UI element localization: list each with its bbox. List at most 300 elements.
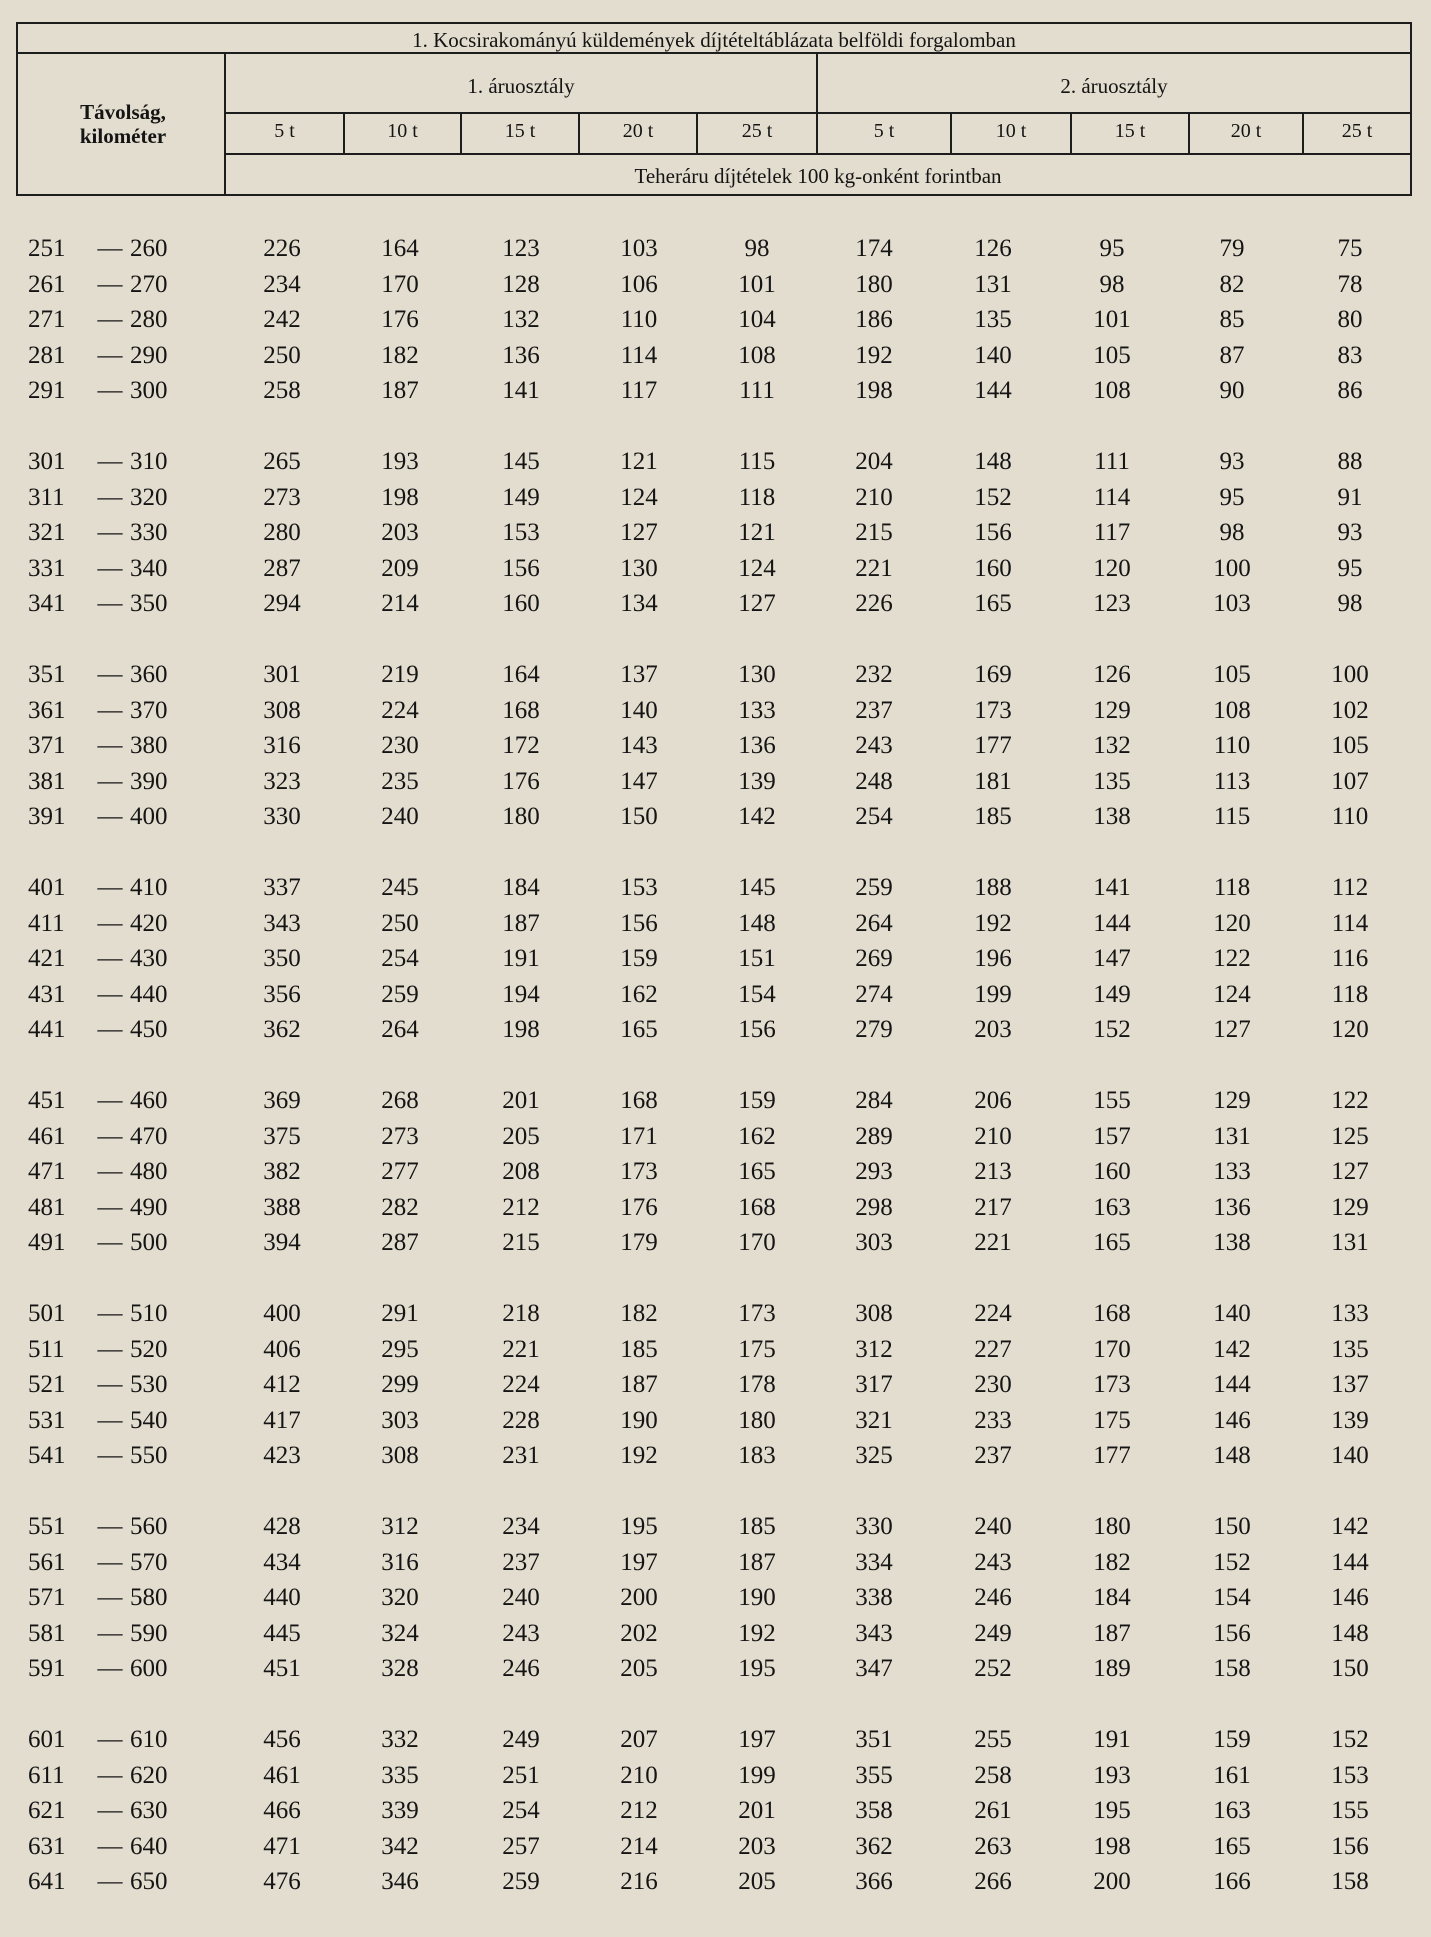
- rate-cell: 127: [620, 519, 658, 546]
- distance-from: 351: [28, 661, 66, 688]
- distance-to: 370: [130, 697, 168, 724]
- distance-from: 571: [28, 1584, 66, 1611]
- rate-cell: 293: [855, 1158, 893, 1185]
- rate-cell: 252: [974, 1655, 1012, 1682]
- rate-cell: 148: [974, 448, 1012, 475]
- rate-cell: 294: [263, 590, 301, 617]
- rate-cell: 156: [502, 555, 540, 582]
- rate-cell: 282: [381, 1194, 419, 1221]
- table-row: [0, 942, 1431, 976]
- distance-to: 350: [130, 590, 168, 617]
- rate-cell: 193: [1093, 1762, 1131, 1789]
- rate-cell: 185: [620, 1336, 658, 1363]
- rate-cell: 175: [1093, 1407, 1131, 1434]
- rate-cell: 170: [381, 271, 419, 298]
- rate-cell: 95: [1219, 484, 1245, 511]
- rate-cell: 147: [1093, 945, 1131, 972]
- rate-cell: 169: [974, 661, 1012, 688]
- rate-cell: 144: [1093, 910, 1131, 937]
- distance-from: 281: [28, 342, 66, 369]
- range-dash: —: [97, 1833, 123, 1860]
- distance-from: 601: [28, 1726, 66, 1753]
- table-row: [0, 729, 1431, 763]
- rate-cell: 173: [1093, 1371, 1131, 1398]
- rate-cell: 180: [855, 271, 893, 298]
- rate-cell: 382: [263, 1158, 301, 1185]
- distance-from: 421: [28, 945, 66, 972]
- distance-from: 481: [28, 1194, 66, 1221]
- rate-cell: 212: [502, 1194, 540, 1221]
- rate-cell: 176: [381, 306, 419, 333]
- range-dash: —: [97, 1407, 123, 1434]
- rate-cell: 250: [381, 910, 419, 937]
- rate-cell: 177: [1093, 1442, 1131, 1469]
- table-row: [0, 1013, 1431, 1047]
- rate-cell: 338: [855, 1584, 893, 1611]
- rate-cell: 258: [263, 377, 301, 404]
- rate-cell: 265: [263, 448, 301, 475]
- range-dash: —: [97, 981, 123, 1008]
- rate-cell: 242: [263, 306, 301, 333]
- rate-cell: 471: [263, 1833, 301, 1860]
- rate-cell: 316: [381, 1549, 419, 1576]
- distance-to: 260: [130, 235, 168, 262]
- rate-cell: 88: [1337, 448, 1363, 475]
- rate-cell: 194: [502, 981, 540, 1008]
- table-row: [0, 1723, 1431, 1757]
- rate-cell: 317: [855, 1371, 893, 1398]
- rate-cell: 180: [738, 1407, 776, 1434]
- rate-cell: 205: [502, 1123, 540, 1150]
- rate-cell: 202: [620, 1620, 658, 1647]
- rate-cell: 287: [381, 1229, 419, 1256]
- table-row: [0, 1120, 1431, 1154]
- rate-cell: 334: [855, 1549, 893, 1576]
- rate-cell: 147: [620, 768, 658, 795]
- table-row: [0, 1794, 1431, 1828]
- rate-cell: 158: [1331, 1868, 1369, 1895]
- rate-cell: 451: [263, 1655, 301, 1682]
- range-dash: —: [97, 1194, 123, 1221]
- rate-cell: 131: [974, 271, 1012, 298]
- rate-cell: 78: [1337, 271, 1363, 298]
- rate-cell: 129: [1213, 1087, 1251, 1114]
- distance-to: 580: [130, 1584, 168, 1611]
- rate-cell: 195: [620, 1513, 658, 1540]
- rate-cell: 343: [263, 910, 301, 937]
- rate-cell: 111: [739, 377, 775, 404]
- rate-cell: 124: [620, 484, 658, 511]
- table-row: [0, 658, 1431, 692]
- header-rule: [226, 112, 1410, 114]
- distance-to: 280: [130, 306, 168, 333]
- range-dash: —: [97, 910, 123, 937]
- range-dash: —: [97, 1620, 123, 1647]
- rate-cell: 105: [1093, 342, 1131, 369]
- rate-cell: 108: [1093, 377, 1131, 404]
- range-dash: —: [97, 1229, 123, 1256]
- rate-cell: 142: [1213, 1336, 1251, 1363]
- rate-cell: 142: [738, 803, 776, 830]
- rate-cell: 187: [1093, 1620, 1131, 1647]
- rate-cell: 117: [1093, 519, 1131, 546]
- rate-cell: 161: [1213, 1762, 1251, 1789]
- table-row: [0, 1368, 1431, 1402]
- rate-cell: 148: [1331, 1620, 1369, 1647]
- rate-cell: 210: [855, 484, 893, 511]
- table-row: [0, 1830, 1431, 1864]
- rate-cell: 198: [502, 1016, 540, 1043]
- rate-cell: 226: [263, 235, 301, 262]
- rate-cell: 172: [502, 732, 540, 759]
- table-row: [0, 481, 1431, 515]
- rate-cell: 476: [263, 1868, 301, 1895]
- rate-cell: 228: [502, 1407, 540, 1434]
- range-dash: —: [97, 1300, 123, 1327]
- rate-cell: 243: [502, 1620, 540, 1647]
- rate-cell: 154: [738, 981, 776, 1008]
- rate-cell: 182: [381, 342, 419, 369]
- rate-cell: 140: [974, 342, 1012, 369]
- table-row: [0, 552, 1431, 586]
- rate-cell: 152: [1093, 1016, 1131, 1043]
- rate-cell: 132: [1093, 732, 1131, 759]
- weight-header: 25 t: [741, 120, 773, 142]
- range-dash: —: [97, 1868, 123, 1895]
- rate-cell: 139: [738, 768, 776, 795]
- weight-header: 15 t: [1114, 120, 1146, 142]
- rate-cell: 258: [974, 1762, 1012, 1789]
- distance-to: 310: [130, 448, 168, 475]
- rate-cell: 132: [502, 306, 540, 333]
- rate-cell: 121: [738, 519, 776, 546]
- rate-cell: 196: [974, 945, 1012, 972]
- rate-cell: 216: [620, 1868, 658, 1895]
- rate-cell: 227: [974, 1336, 1012, 1363]
- rate-cell: 83: [1337, 342, 1363, 369]
- rate-cell: 164: [381, 235, 419, 262]
- table-row: [0, 1191, 1431, 1225]
- range-dash: —: [97, 1726, 123, 1753]
- rate-cell: 168: [738, 1194, 776, 1221]
- distance-to: 420: [130, 910, 168, 937]
- rate-cell: 224: [502, 1371, 540, 1398]
- table-row: [0, 1404, 1431, 1438]
- rate-cell: 134: [620, 590, 658, 617]
- rate-cell: 102: [1331, 697, 1369, 724]
- rate-cell: 375: [263, 1123, 301, 1150]
- table-row: [0, 1297, 1431, 1331]
- distance-to: 450: [130, 1016, 168, 1043]
- rate-cell: 183: [738, 1442, 776, 1469]
- rate-cell: 123: [1093, 590, 1131, 617]
- distance-to: 500: [130, 1229, 168, 1256]
- distance-to: 410: [130, 874, 168, 901]
- rate-cell: 184: [502, 874, 540, 901]
- rate-cell: 98: [1219, 519, 1245, 546]
- distance-header: Távolság, kilométer: [79, 100, 167, 148]
- distance-to: 590: [130, 1620, 168, 1647]
- range-dash: —: [97, 342, 123, 369]
- rate-cell: 156: [974, 519, 1012, 546]
- rate-cell: 232: [855, 661, 893, 688]
- rate-cell: 328: [381, 1655, 419, 1682]
- table-row: [0, 587, 1431, 621]
- table-row: [0, 268, 1431, 302]
- rate-cell: 130: [738, 661, 776, 688]
- distance-to: 640: [130, 1833, 168, 1860]
- rate-cell: 144: [1331, 1549, 1369, 1576]
- range-dash: —: [97, 1584, 123, 1611]
- rate-cell: 273: [381, 1123, 419, 1150]
- range-dash: —: [97, 661, 123, 688]
- rate-cell: 149: [1093, 981, 1131, 1008]
- rate-cell: 178: [738, 1371, 776, 1398]
- rate-cell: 203: [974, 1016, 1012, 1043]
- rate-cell: 107: [1331, 768, 1369, 795]
- rate-cell: 156: [1213, 1620, 1251, 1647]
- table-row: [0, 907, 1431, 941]
- rate-cell: 456: [263, 1726, 301, 1753]
- rate-cell: 165: [1213, 1833, 1251, 1860]
- rate-cell: 185: [974, 803, 1012, 830]
- rate-cell: 206: [974, 1087, 1012, 1114]
- distance-to: 270: [130, 271, 168, 298]
- table-row: [0, 232, 1431, 266]
- rate-cell: 195: [1093, 1797, 1131, 1824]
- range-dash: —: [97, 1336, 123, 1363]
- rate-cell: 152: [1331, 1726, 1369, 1753]
- distance-from: 391: [28, 803, 66, 830]
- rate-cell: 201: [738, 1797, 776, 1824]
- rate-cell: 264: [855, 910, 893, 937]
- rate-cell: 246: [502, 1655, 540, 1682]
- weight-header: 5 t: [274, 120, 295, 142]
- rate-cell: 129: [1331, 1194, 1369, 1221]
- rate-cell: 160: [502, 590, 540, 617]
- rate-cell: 215: [855, 519, 893, 546]
- rate-cell: 118: [1331, 981, 1369, 1008]
- range-dash: —: [97, 519, 123, 546]
- rate-cell: 259: [381, 981, 419, 1008]
- rate-cell: 170: [1093, 1336, 1131, 1363]
- rate-cell: 160: [1093, 1158, 1131, 1185]
- range-dash: —: [97, 1442, 123, 1469]
- rate-cell: 356: [263, 981, 301, 1008]
- range-dash: —: [97, 555, 123, 582]
- distance-to: 610: [130, 1726, 168, 1753]
- rate-cell: 249: [502, 1726, 540, 1753]
- rate-cell: 251: [502, 1762, 540, 1789]
- rate-cell: 137: [620, 661, 658, 688]
- rate-cell: 152: [974, 484, 1012, 511]
- rate-cell: 199: [738, 1762, 776, 1789]
- rate-cell: 308: [381, 1442, 419, 1469]
- rate-cell: 141: [1093, 874, 1131, 901]
- rate-cell: 103: [620, 235, 658, 262]
- rate-cell: 180: [1093, 1513, 1131, 1540]
- rate-cell: 117: [620, 377, 658, 404]
- rate-cell: 428: [263, 1513, 301, 1540]
- rate-cell: 249: [974, 1620, 1012, 1647]
- table-row: [0, 1652, 1431, 1686]
- rate-cell: 197: [620, 1549, 658, 1576]
- rate-cell: 126: [1093, 661, 1131, 688]
- rate-cell: 159: [620, 945, 658, 972]
- range-dash: —: [97, 1797, 123, 1824]
- header-rule: [226, 153, 1410, 155]
- rate-cell: 85: [1219, 306, 1245, 333]
- distance-to: 520: [130, 1336, 168, 1363]
- rate-cell: 214: [620, 1833, 658, 1860]
- class1-header: 1. áruosztály: [467, 74, 575, 98]
- rate-cell: 248: [855, 768, 893, 795]
- rate-cell: 145: [738, 874, 776, 901]
- range-dash: —: [97, 1016, 123, 1043]
- rate-cell: 181: [974, 768, 1012, 795]
- rate-cell: 339: [381, 1797, 419, 1824]
- range-dash: —: [97, 448, 123, 475]
- distance-from: 411: [28, 910, 65, 937]
- rate-cell: 108: [1213, 697, 1251, 724]
- rate-cell: 335: [381, 1762, 419, 1789]
- rate-cell: 173: [620, 1158, 658, 1185]
- range-dash: —: [97, 306, 123, 333]
- rate-cell: 182: [1093, 1549, 1131, 1576]
- rate-cell: 152: [1213, 1549, 1251, 1576]
- rate-cell: 127: [1331, 1158, 1369, 1185]
- rate-cell: 259: [502, 1868, 540, 1895]
- rate-cell: 434: [263, 1549, 301, 1576]
- range-dash: —: [97, 874, 123, 901]
- table-row: [0, 445, 1431, 479]
- rate-cell: 100: [1213, 555, 1251, 582]
- range-dash: —: [97, 271, 123, 298]
- rate-cell: 321: [855, 1407, 893, 1434]
- rate-cell: 128: [502, 271, 540, 298]
- rate-cell: 240: [381, 803, 419, 830]
- rate-cell: 113: [1213, 768, 1251, 795]
- rate-cell: 125: [1331, 1123, 1369, 1150]
- range-dash: —: [97, 484, 123, 511]
- rate-cell: 406: [263, 1336, 301, 1363]
- rate-cell: 98: [1099, 271, 1125, 298]
- rate-cell: 160: [974, 555, 1012, 582]
- distance-from: 511: [28, 1336, 65, 1363]
- rate-cell: 233: [974, 1407, 1012, 1434]
- distance-from: 261: [28, 271, 66, 298]
- rate-cell: 187: [381, 377, 419, 404]
- rate-cell: 127: [1213, 1016, 1251, 1043]
- rate-cell: 110: [1331, 803, 1369, 830]
- class2-header: 2. áruosztály: [1060, 74, 1168, 98]
- rate-cell: 312: [381, 1513, 419, 1540]
- distance-to: 600: [130, 1655, 168, 1682]
- rate-cell: 246: [974, 1584, 1012, 1611]
- rate-cell: 146: [1331, 1584, 1369, 1611]
- rate-cell: 237: [855, 697, 893, 724]
- rate-cell: 150: [1213, 1513, 1251, 1540]
- rate-cell: 301: [263, 661, 301, 688]
- rate-cell: 231: [502, 1442, 540, 1469]
- rate-cell: 118: [1213, 874, 1251, 901]
- rate-cell: 234: [502, 1513, 540, 1540]
- rate-cell: 143: [620, 732, 658, 759]
- rate-cell: 347: [855, 1655, 893, 1682]
- rate-cell: 165: [1093, 1229, 1131, 1256]
- rate-cell: 203: [738, 1833, 776, 1860]
- rate-cell: 131: [1213, 1123, 1251, 1150]
- rate-cell: 417: [263, 1407, 301, 1434]
- rate-cell: 192: [738, 1620, 776, 1647]
- rate-cell: 180: [502, 803, 540, 830]
- rate-cell: 148: [738, 910, 776, 937]
- rate-cell: 266: [974, 1868, 1012, 1895]
- rate-cell: 280: [263, 519, 301, 546]
- distance-to: 470: [130, 1123, 168, 1150]
- rate-cell: 212: [620, 1797, 658, 1824]
- rate-cell: 269: [855, 945, 893, 972]
- rate-cell: 187: [738, 1549, 776, 1576]
- table-header: [16, 22, 1412, 196]
- rate-cell: 189: [1093, 1655, 1131, 1682]
- rate-cell: 116: [1331, 945, 1369, 972]
- rate-cell: 124: [738, 555, 776, 582]
- rate-cell: 79: [1219, 235, 1245, 262]
- rate-cell: 162: [620, 981, 658, 1008]
- rate-cell: 204: [855, 448, 893, 475]
- rate-cell: 203: [381, 519, 419, 546]
- distance-from: 551: [28, 1513, 66, 1540]
- rate-cell: 291: [381, 1300, 419, 1327]
- distance-to: 390: [130, 768, 168, 795]
- distance-to: 530: [130, 1371, 168, 1398]
- rate-cell: 358: [855, 1797, 893, 1824]
- rate-cell: 138: [1093, 803, 1131, 830]
- rate-cell: 145: [502, 448, 540, 475]
- rate-cell: 146: [1213, 1407, 1251, 1434]
- rate-cell: 164: [502, 661, 540, 688]
- distance-from: 461: [28, 1123, 66, 1150]
- rate-cell: 332: [381, 1726, 419, 1753]
- rate-cell: 221: [502, 1336, 540, 1363]
- distance-to: 340: [130, 555, 168, 582]
- rate-cell: 98: [744, 235, 770, 262]
- rate-cell: 163: [1093, 1194, 1131, 1221]
- distance-from: 531: [28, 1407, 66, 1434]
- rate-cell: 277: [381, 1158, 419, 1185]
- rate-cell: 243: [855, 732, 893, 759]
- distance-to: 540: [130, 1407, 168, 1434]
- rate-cell: 131: [1331, 1229, 1369, 1256]
- weight-header: 5 t: [873, 120, 895, 142]
- rate-cell: 207: [620, 1726, 658, 1753]
- rate-cell: 200: [620, 1584, 658, 1611]
- rate-cell: 218: [502, 1300, 540, 1327]
- rate-cell: 298: [855, 1194, 893, 1221]
- rate-cell: 75: [1337, 235, 1363, 262]
- rate-cell: 274: [855, 981, 893, 1008]
- table-row: [0, 339, 1431, 373]
- rate-cell: 156: [1331, 1833, 1369, 1860]
- rate-cell: 237: [974, 1442, 1012, 1469]
- distance-from: 541: [28, 1442, 66, 1469]
- rate-cell: 185: [738, 1513, 776, 1540]
- distance-from: 301: [28, 448, 66, 475]
- rate-cell: 337: [263, 874, 301, 901]
- rate-cell: 168: [620, 1087, 658, 1114]
- rate-cell: 221: [855, 555, 893, 582]
